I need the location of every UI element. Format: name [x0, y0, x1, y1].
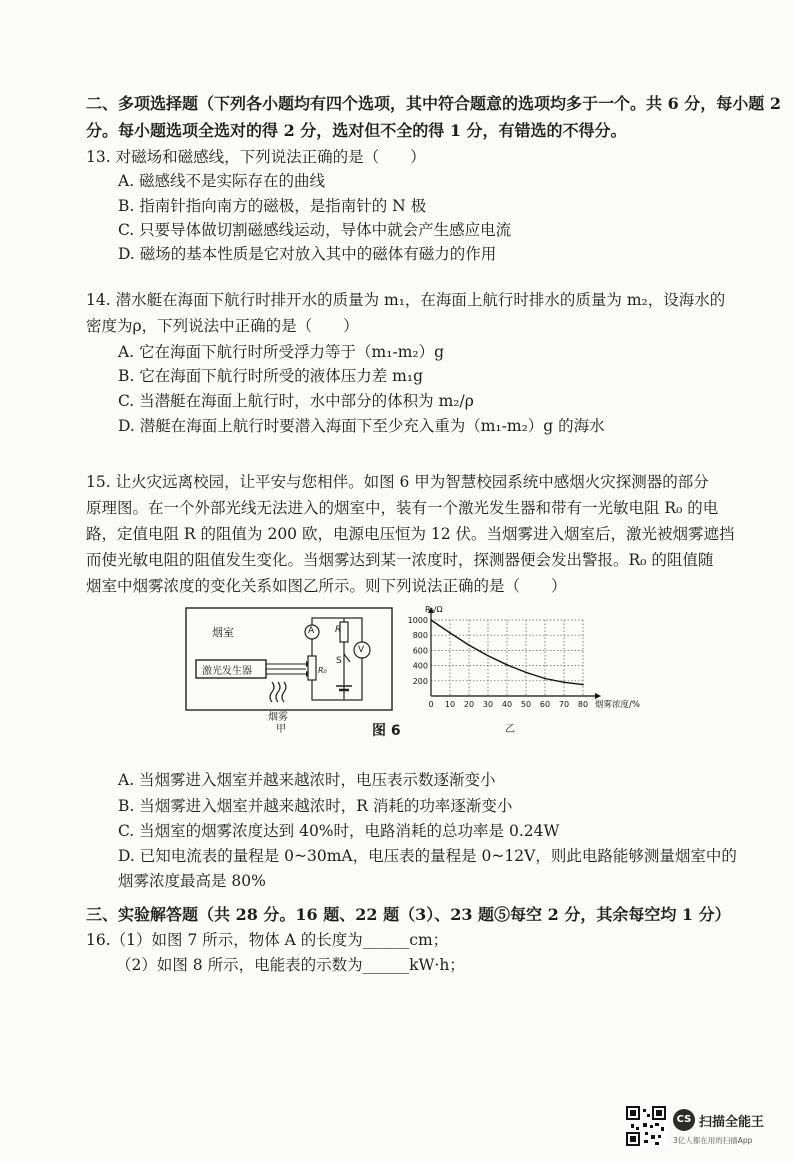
- r0-curve-point: [430, 619, 432, 621]
- scanner-app-name: 扫描全能王: [699, 1115, 765, 1130]
- question-15-stem-line4: 而使光敏电阻的阻值发生变化。当烟雾达到某一浓度时，探测器便会发出警报。R₀ 的阻值随: [86, 551, 714, 569]
- scanner-watermark: [625, 1105, 775, 1149]
- switch-s-label: S: [336, 656, 342, 666]
- voltmeter-label: V: [358, 645, 365, 655]
- photoresistor-r0-icon: [308, 656, 316, 680]
- y-tick-label: 800: [412, 631, 428, 641]
- question-16-part1: 16.（1）如图 7 所示，物体 A 的长度为______cm；: [86, 931, 449, 949]
- y-tick-label: 1000: [407, 616, 428, 625]
- question-15-stem-line3: 路，定值电阻 R 的阻值为 200 欧，电源电压恒为 12 伏。当烟雾进入烟室后，激光被烟雾遮挡: [86, 525, 735, 543]
- x-axis-label: 烟雾浓度/%: [595, 700, 640, 710]
- figure-6-resistance-graph: [395, 604, 655, 724]
- section3-heading: 三、实验解答题（共 28 分。16 题、22 题（3）、23 题⑤每空 2 分，其余每空均 1 分）: [86, 905, 731, 924]
- question-13-option-d: D. 磁场的基本性质是它对放入其中的磁体有磁力的作用: [118, 245, 497, 263]
- camscanner-logo-icon: CS: [673, 1109, 695, 1131]
- laser-generator-label: 激光发生器: [202, 666, 252, 677]
- chamber-label: 烟室: [212, 626, 234, 639]
- y-tick-label: 400: [412, 661, 428, 671]
- r0-curve-point: [506, 664, 508, 666]
- question-15-option-d-cont: 烟雾浓度最高是 80%: [118, 872, 266, 890]
- question-14-stem-line1: 14. 潜水艇在海面下航行时排开水的质量为 m₁，在海面上航行时排水的质量为 m₂，设海水的: [86, 291, 726, 309]
- r0-curve-point: [544, 678, 546, 680]
- y-axis-label: R₀/Ω: [425, 605, 443, 614]
- graph-sub-caption: 乙: [505, 724, 515, 735]
- smoke-label: 烟雾: [268, 712, 288, 723]
- r0-curve-point: [563, 682, 565, 684]
- x-tick-label: 40: [501, 700, 513, 709]
- y-tick-label: 600: [412, 646, 428, 656]
- question-15-stem-line2: 原理图。在一个外部光线无法进入的烟室中，装有一个激光发生器和带有一光敏电阻 R₀ 的电: [86, 499, 719, 517]
- question-15-stem-line1: 15. 让火灾远离校园，让平安与您相伴。如图 6 甲为智慧校园系统中感烟火灾探测器的部分: [86, 473, 709, 491]
- r0-curve-point: [525, 672, 527, 674]
- x-tick-label: 30: [482, 700, 494, 709]
- resistor-r-label: R: [335, 625, 342, 635]
- section2-heading-line2: 分。每小题选项全选对的得 2 分，选对但不全的得 1 分，有错选的不得分。: [86, 121, 627, 140]
- question-13-option-b: B. 指南针指向南方的磁极，是指南针的 N 极: [118, 197, 427, 215]
- y-tick-label: 200: [412, 676, 428, 686]
- circuit-sub-caption: 甲: [276, 724, 286, 735]
- question-14-option-a: A. 它在海面下航行时所受浮力等于（m₁-m₂）g: [118, 343, 445, 361]
- question-13-option-a: A. 磁感线不是实际存在的曲线: [118, 172, 326, 190]
- question-13-stem: 13. 对磁场和磁感线，下列说法正确的是（ ）: [86, 148, 426, 166]
- scanner-tagline: 3亿人都在用的扫描App: [673, 1136, 753, 1145]
- r0-curve-point: [468, 644, 470, 646]
- x-tick-label: 60: [539, 700, 551, 709]
- qr-code-icon: [625, 1105, 667, 1147]
- r0-curve-point: [582, 684, 584, 686]
- x-tick-label: 80: [577, 700, 589, 709]
- ammeter-label: A: [308, 626, 315, 636]
- r0-curve-point: [487, 655, 489, 657]
- x-tick-label: 50: [520, 700, 532, 709]
- question-14-option-d: D. 潜艇在海面上航行时要潜入海面下至少充入重为（m₁-m₂）g 的海水: [118, 417, 605, 435]
- question-14-option-c: C. 当潜艇在海面上航行时，水中部分的体积为 m₂/ρ: [118, 392, 474, 410]
- r0-curve-point: [449, 632, 451, 634]
- question-15-option-d: D. 已知电流表的量程是 0~30mA，电压表的量程是 0~12V，则此电路能够测量烟室中的: [118, 847, 737, 865]
- question-16-part2: （2）如图 8 所示，电能表的示数为______kW·h；: [116, 956, 465, 974]
- question-15-option-c: C. 当烟室的烟雾浓度达到 40%时，电路消耗的总功率是 0.24W: [118, 822, 560, 840]
- x-tick-label: 20: [463, 700, 475, 709]
- question-14-stem-line2: 密度为ρ，下列说法中正确的是（ ）: [86, 317, 359, 335]
- x-tick-label: 0: [428, 700, 434, 709]
- x-axis-arrow: [595, 693, 601, 699]
- question-15-stem-line5: 烟室中烟雾浓度的变化关系如图乙所示。则下列说法正确的是（ ）: [86, 577, 567, 595]
- section2-heading-line1: 二、多项选择题（下列各小题均有四个选项，其中符合题意的选项均多于一个。共 6 分，每小题 2: [86, 94, 781, 113]
- switch-s-icon: [344, 654, 350, 662]
- x-tick-label: 70: [558, 700, 570, 709]
- figure-6-caption: 图 6: [372, 723, 401, 739]
- question-15-option-a: A. 当烟雾进入烟室并越来越浓时，电压表示数逐渐变小: [118, 771, 496, 789]
- question-13-option-c: C. 只要导体做切割磁感线运动，导体中就会产生感应电流: [118, 221, 512, 239]
- smoke-icon: [270, 682, 274, 702]
- question-15-option-b: B. 当烟雾进入烟室并越来越浓时，R 消耗的功率逐渐变小: [118, 797, 513, 815]
- photoresistor-label: R₀: [318, 666, 327, 675]
- question-14-option-b: B. 它在海面下航行时所受的液体压力差 m₁g: [118, 367, 424, 385]
- x-tick-label: 10: [444, 700, 456, 709]
